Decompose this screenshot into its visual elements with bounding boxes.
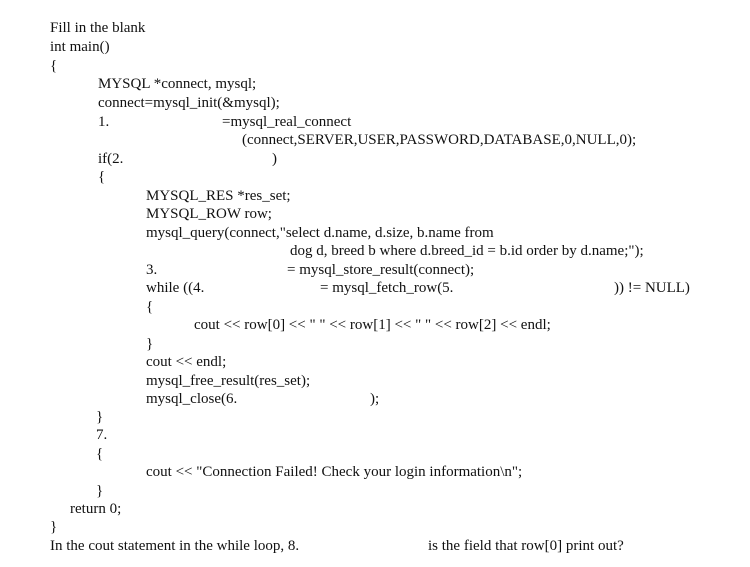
code-line: { [50,58,58,74]
code-line: { [146,299,154,315]
code-line: =mysql_real_connect [222,114,352,130]
code-line: MYSQL_ROW row; [146,206,272,222]
code-line: } [146,336,154,352]
code-line: { [96,446,104,462]
code-line: (connect,SERVER,USER,PASSWORD,DATABASE,0,NULL,0); [242,132,637,148]
blank-label: while ((4. [146,280,205,296]
document-heading: Fill in the blank [50,20,146,36]
code-line: MYSQL *connect, mysql; [98,76,257,92]
code-line: int main() [50,39,110,55]
blank-label: 3. [146,262,158,278]
code-line: ); [370,391,380,407]
code-line: ) [272,151,277,167]
blank-label: 7. [96,427,108,443]
blank-label: if(2. [98,151,124,167]
code-line: connect=mysql_init(&mysql); [98,95,280,111]
code-line: mysql_free_result(res_set); [146,373,311,389]
code-line: )) != NULL) [614,280,690,296]
code-line: dog d, breed b where d.breed_id = b.id order by d.name;"); [290,243,644,259]
question-text: In the cout statement in the while loop, 8. [50,538,300,554]
code-line: cout << row[0] << " " << row[1] << " " << row[2] << endl; [194,317,551,333]
code-line: mysql_query(connect,"select d.name, d.size, b.name from [146,225,494,241]
code-line: } [96,483,104,499]
code-line: } [50,519,58,535]
code-line: } [96,409,104,425]
code-line: MYSQL_RES *res_set; [146,188,291,204]
blank-label: = mysql_fetch_row(5. [320,280,454,296]
code-line: cout << endl; [146,354,227,370]
code-line: { [98,169,106,185]
blank-label: 1. [98,114,110,130]
code-line: = mysql_store_result(connect); [287,262,475,278]
code-line: cout << "Connection Failed! Check your login information\n"; [146,464,523,480]
code-line: return 0; [70,501,122,517]
question-text: is the field that row[0] print out? [428,538,624,554]
blank-label: mysql_close(6. [146,391,238,407]
